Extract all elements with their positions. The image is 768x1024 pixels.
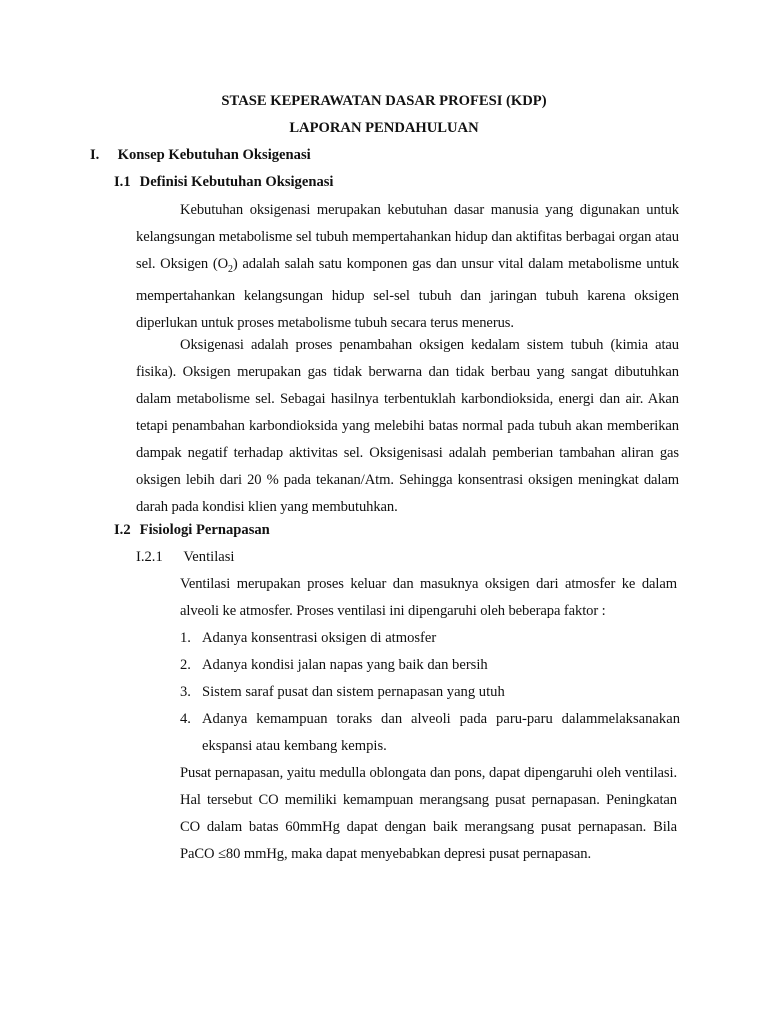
definition-paragraph-1: Kebutuhan oksigenasi merupakan kebutuhan dasar manusia yang digunakan untuk kelangsungan metabolisme sel tubuh mempertahankan hidup dan aktifitas berbagai organ atau sel. Oksigen $(O_2)$ adalah salah satu komponen gas dan unsur vital dalam metabolisme untuk mempertahankan kelangsungan hidup sel-sel tubuh dan jaringan tubuh karena oksigen diperlukan untuk proses metabolisme tubuh secara terus menerus.	[136, 202, 679, 331]
section-heading-1-1	[114, 174, 333, 191]
ventilation-closing-paragraph: Pusat pernapasan, yaitu medulla oblongata dan pons, dapat dipengaruhi oleh ventilasi. Hal tersebut CO memiliki kemampuan merangsang pusat pernapasan. Peningkatan CO dalam batas 60mmHg dapat dengan baik merangsang pusat pernapasan. Bila PaCO ≤80 mmHg, maka dapat menyebabkan depresi pusat pernapasan.	[180, 765, 677, 862]
ventilation-intro: Ventilasi merupakan proses keluar dan masuknya oksigen dari atmosfer ke dalam alveoli ke atmosfer. Proses ventilasi ini dipengaruhi oleh beberapa faktor :	[180, 576, 677, 619]
section-label: Definisi Kebutuhan Oksigenasi	[139, 174, 334, 190]
section-heading-1-2	[114, 522, 270, 539]
section-number: I.	[90, 147, 100, 163]
subsection-number: I.2.1	[136, 549, 163, 565]
section-number: I.1	[114, 174, 131, 190]
document-title: STASE KEPERAWATAN DASAR PROFESI (KDP)	[221, 93, 547, 109]
section-number: I.2	[114, 522, 131, 538]
list-item: 1. Adanya konsentrasi oksigen di atmosfer	[180, 630, 437, 646]
document-subtitle: LAPORAN PENDAHULUAN	[289, 120, 479, 136]
definition-paragraph-2: Oksigenasi adalah proses penambahan oksigen kedalam sistem tubuh (kimia atau fisika). Oksigen merupakan gas tidak berwarna dan tidak berbau yang sangat dibutuhkan dalam metabolisme sel. Sebagai hasilnya terbentuklah karbondioksida, energi dan air. Akan tetapi penambahan karbondioksida yang melebihi batas normal pada tubuh akan memberikan dampak negatif terhadap aktivitas sel. Oksigenisasi adalah pemberian tambahan aliran gas oksigen lebih dari 20 % pada tekanan/Atm. Sehingga konsentrasi oksigen meningkat dalam darah pada kondisi klien yang membutuhkan.	[136, 337, 679, 515]
subsection-heading-1-2-1	[136, 549, 234, 566]
section-label: Konsep Kebutuhan Oksigenasi	[117, 147, 311, 163]
section-label: Fisiologi Pernapasan	[139, 522, 270, 538]
list-item: 4. Adanya kemampuan toraks dan alveoli pada paru-paru dalammelaksanakan ekspansi atau kembang kempis.	[180, 711, 680, 754]
list-item: 2. Adanya kondisi jalan napas yang baik dan bersih	[180, 657, 488, 673]
section-heading-1	[90, 147, 311, 164]
subsection-label: Ventilasi	[183, 549, 235, 565]
list-item: 3. Sistem saraf pusat dan sistem pernapasan yang utuh	[180, 684, 505, 700]
